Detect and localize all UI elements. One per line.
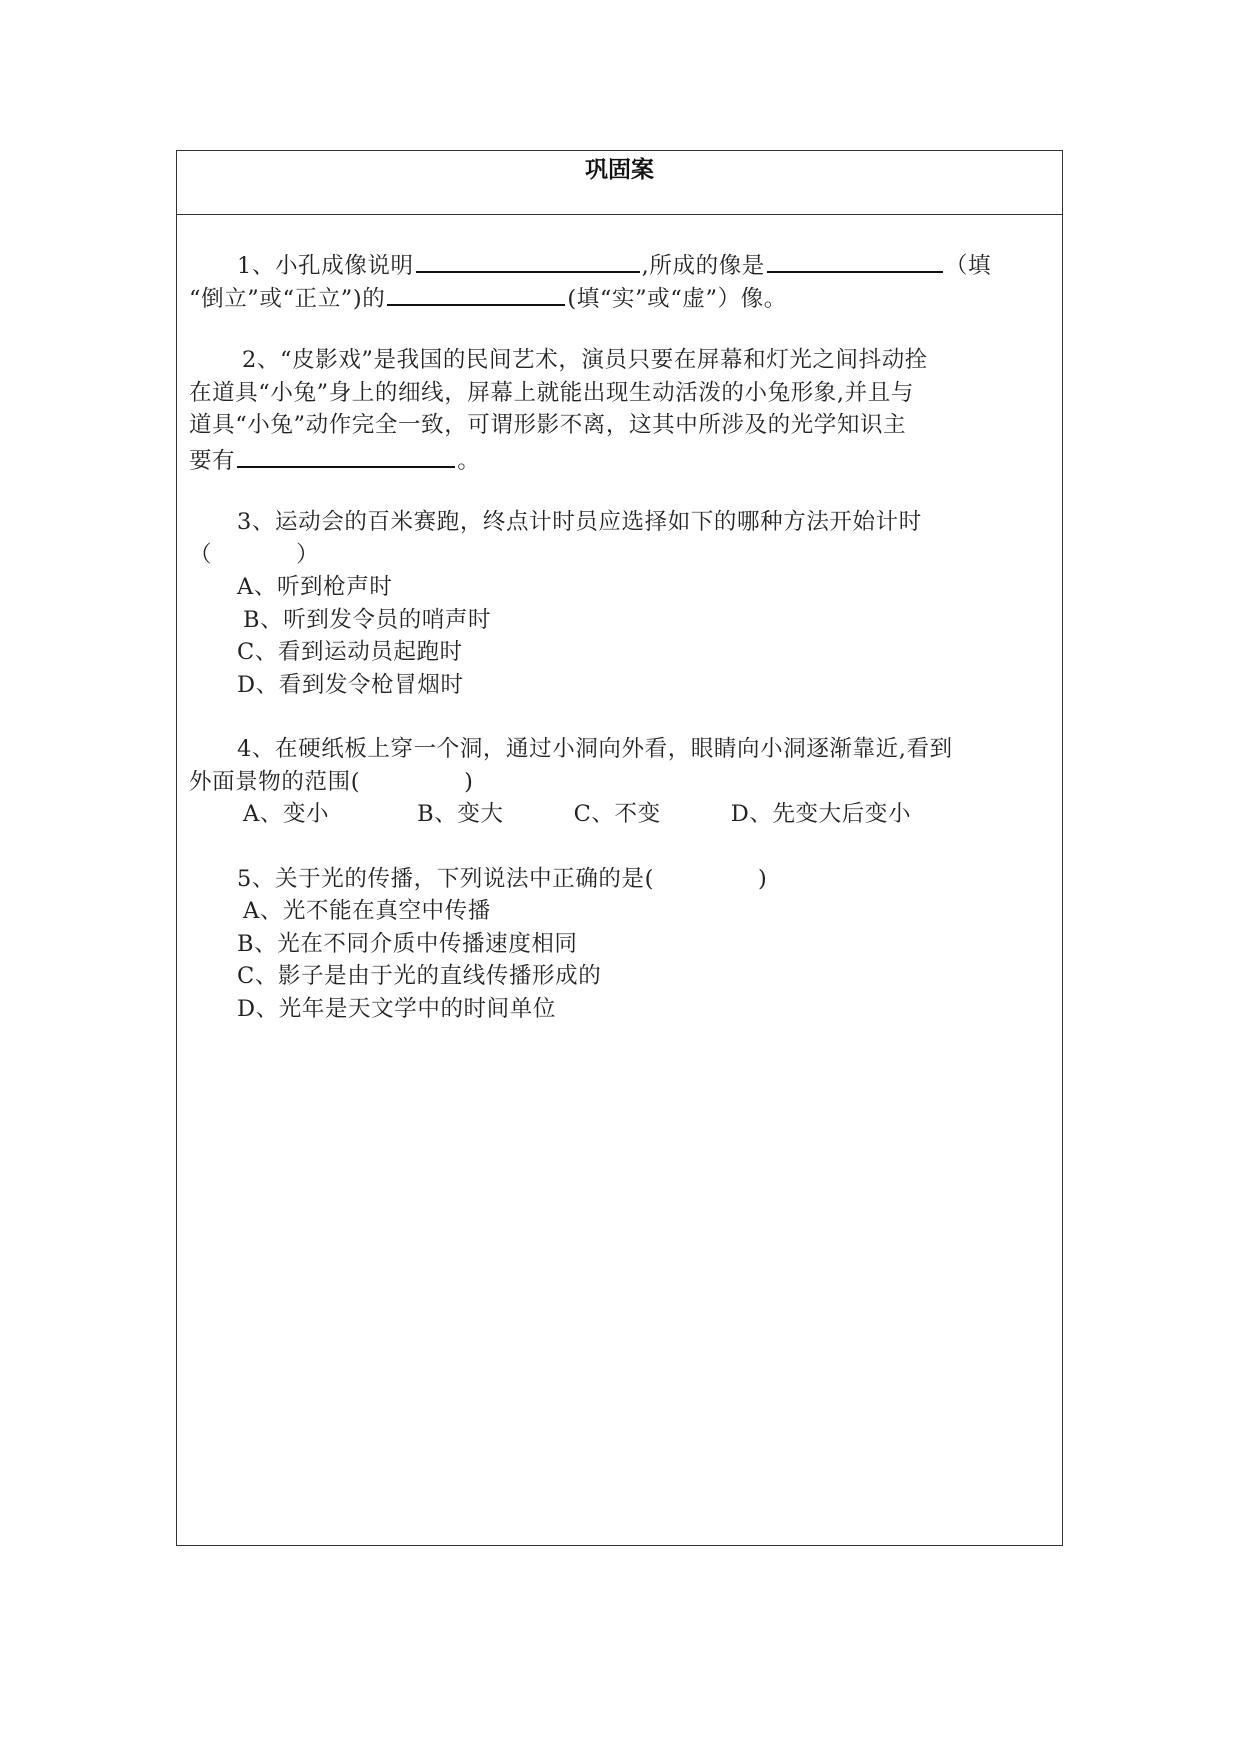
question-3 xyxy=(189,506,1052,701)
question-1-blank-3[interactable] xyxy=(387,280,565,306)
question-4 xyxy=(189,733,1052,831)
question-3-paren-close: ） xyxy=(296,541,320,568)
question-1-text-d: “倒立”或“正立”)的 xyxy=(189,285,386,312)
question-3-stem: 3、运动会的百米赛跑，终点计时员应选择如下的哪种方法开始计时 xyxy=(237,509,922,535)
worksheet-title: 巩固案 xyxy=(585,157,654,183)
question-1-text-e: (填“实”或“虚”）像。 xyxy=(567,285,787,312)
question-2-line-2: 在道具“小兔”身上的细线，屏幕上就能出现生动活泼的小兔形象,并且与 xyxy=(189,379,914,406)
question-5-option-c: C、影子是由于光的直线传播形成的 xyxy=(237,963,602,989)
question-3-option-a: A、听到枪声时 xyxy=(237,574,393,600)
question-1-blank-1[interactable] xyxy=(416,247,640,273)
worksheet-table xyxy=(176,150,1063,1546)
title-row xyxy=(177,151,1062,215)
question-4-text-a: 外面景物的范围( xyxy=(189,768,361,795)
question-5-option-d: D、光年是天文学中的时间单位 xyxy=(237,995,556,1022)
question-2 xyxy=(189,344,1052,474)
question-4-option-a: A、变小 xyxy=(243,801,330,827)
question-1-blank-2[interactable] xyxy=(767,247,943,273)
question-1-line-1 xyxy=(189,247,1052,280)
question-2-line-1: 2、“皮影戏”是我国的民间艺术，演员只要在屏幕和灯光之间抖动拴 xyxy=(242,347,928,373)
question-2-text-a: 要有 xyxy=(189,447,236,474)
question-4-text-b: ) xyxy=(464,768,474,795)
question-3-option-c: C、看到运动员起跑时 xyxy=(237,639,463,665)
question-4-options xyxy=(189,798,1052,831)
question-3-option-b: B、听到发令员的哨声时 xyxy=(243,606,492,633)
question-5-text-b: ) xyxy=(758,865,768,892)
question-2-text-b: 。 xyxy=(457,447,481,474)
question-2-blank[interactable] xyxy=(237,442,455,468)
question-5-option-b: B、光在不同介质中传播速度相同 xyxy=(237,930,578,957)
question-4-option-b: B、变大 xyxy=(417,801,504,827)
question-5-stem xyxy=(189,863,1052,896)
question-1-text-b: ,所成的像是 xyxy=(641,253,765,279)
question-1-text-c: （填 xyxy=(944,253,992,279)
question-1-line-2 xyxy=(189,280,1052,313)
question-3-option-d: D、看到发令枪冒烟时 xyxy=(237,671,464,698)
question-4-line-2 xyxy=(189,766,1052,799)
question-5 xyxy=(189,863,1052,1026)
question-3-paren-open: （ xyxy=(189,541,213,568)
question-1-text-a: 1、小孔成像说明 xyxy=(237,253,414,279)
question-4-option-d: D、先变大后变小 xyxy=(730,801,912,827)
question-1 xyxy=(189,247,1052,312)
question-4-option-c: C、不变 xyxy=(573,801,661,827)
questions-area xyxy=(189,247,1052,1057)
question-5-text-a: 5、关于光的传播，下列说法中正确的是( xyxy=(237,865,654,892)
question-2-line-4 xyxy=(189,442,1052,475)
question-4-line-1: 4、在硬纸板上穿一个洞，通过小洞向外看，眼睛向小洞逐渐靠近,看到 xyxy=(237,736,953,762)
question-5-option-a: A、光不能在真空中传播 xyxy=(243,898,491,924)
question-3-answer-paren[interactable] xyxy=(189,539,1052,572)
question-2-line-3: 道具“小兔”动作完全一致，可谓形影不离，这其中所涉及的光学知识主 xyxy=(189,412,907,438)
